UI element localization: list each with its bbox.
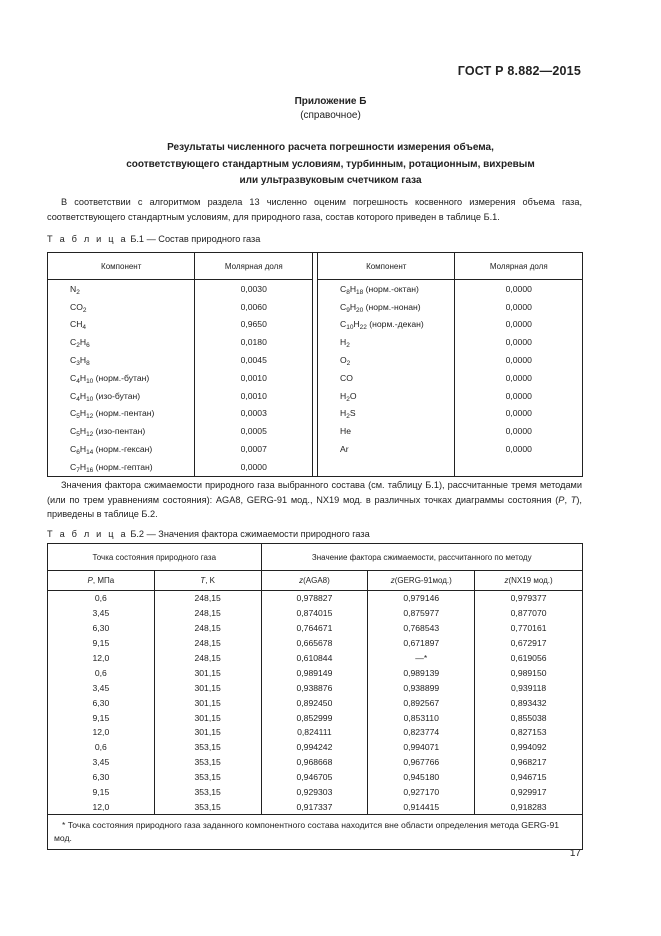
t1-cell-component-right [317, 458, 455, 476]
t2-footnote: * Точка состояния природного газа заданного компонентного состава находится вне области определения метода GERG-91 мод. [48, 815, 583, 850]
t2-header-z-aga8: z(AGA8) [261, 571, 368, 591]
t1-cell-component-left: $C_3H_8$ [48, 351, 195, 369]
t2-cell-temperature: 301,15 [154, 710, 261, 725]
compressibility-row [48, 695, 583, 710]
t1-cell-fraction-right: 0,0000 [505, 426, 532, 437]
t1-cell-fraction-left: 0,0180 [195, 333, 313, 351]
standard-number: ГОСТ Р 8.882—2015 [457, 64, 581, 78]
t2-cell-pressure: 3,45 [48, 755, 155, 770]
compressibility-row [48, 770, 583, 785]
t1-cell-fraction-left: 0,0000 [195, 458, 313, 476]
compressibility-row [48, 755, 583, 770]
composition-table-body [48, 280, 583, 477]
t1-cell-component-left: $CH_4$ [48, 316, 195, 334]
t2-cell-pressure: 12,0 [48, 651, 155, 666]
t2-cell-pressure: 0,6 [48, 665, 155, 680]
compressibility-table [47, 543, 583, 850]
t2-cell-z-nx19: 0,946715 [475, 770, 583, 785]
composition-row [48, 333, 583, 351]
section-title-line-3: или ультразвуковым счетчиком газа [239, 175, 422, 186]
table2-caption-text: Б.2 — Значения фактора сжимаемости природного газа [130, 529, 370, 539]
t2-cell-z-aga8: 0,938876 [261, 680, 368, 695]
appendix-title: Приложение Б [294, 96, 367, 107]
t2-cell-z-nx19: 0,619056 [475, 651, 583, 666]
compressibility-table-body [48, 591, 583, 815]
t1-cell-component-right: $C_8H_{18}$ (норм.-октан) [317, 280, 455, 298]
t2-cell-z-gerg91: 0,914415 [368, 799, 475, 814]
t2-cell-z-gerg91: 0,945180 [368, 770, 475, 785]
t1-cell-component-right: CO [317, 369, 455, 387]
t1-cell-component-right: $H_2O$ [317, 387, 455, 405]
t2-header-z-nx19: z(NX19 мод.) [475, 571, 583, 591]
t2-cell-z-aga8: 0,917337 [261, 799, 368, 814]
t2-cell-z-gerg91: 0,671897 [368, 636, 475, 651]
t2-cell-pressure: 3,45 [48, 606, 155, 621]
table1-caption [47, 234, 260, 244]
composition-row [48, 405, 583, 423]
t2-header-temperature: T, K [154, 571, 261, 591]
t1-cell-fraction-left: 0,0030 [195, 280, 313, 298]
t1-cell-component-right: Ar [317, 440, 455, 458]
t1-cell-fraction-left: 0,0010 [195, 369, 313, 387]
compressibility-row [48, 651, 583, 666]
t2-cell-z-nx19: 0,770161 [475, 621, 583, 636]
t1-cell-fraction-left: 0,0003 [195, 405, 313, 423]
t1-cell-component-left: $C_2H_6$ [48, 333, 195, 351]
t1-cell-component-right: $H_2$ [317, 333, 455, 351]
composition-row [48, 351, 583, 369]
t2-cell-z-gerg91: 0,979146 [368, 591, 475, 606]
t1-cell-fraction-right: 0,0000 [505, 355, 532, 366]
t2-cell-z-nx19: 0,929917 [475, 785, 583, 800]
t2-cell-z-gerg91: 0,853110 [368, 710, 475, 725]
t2-cell-temperature: 301,15 [154, 665, 261, 680]
t2-cell-pressure: 6,30 [48, 621, 155, 636]
page-number: 17 [569, 848, 581, 859]
t1-cell-component-right: He [317, 422, 455, 440]
t2-cell-z-nx19: 0,989150 [475, 665, 583, 680]
compressibility-row [48, 606, 583, 621]
t1-cell-fraction-left: 0,0045 [195, 351, 313, 369]
paragraph-methods: Значения фактора сжимаемости природного газа выбранного состава (см. таблицу Б.1), рассчитанные тремя методами (или по трем уравнениям состояния): AGA8, GERG-91 мод., NX19 мод. в различных точках диаграммы состояния (P, T), приведены в таблице Б.2. [47, 480, 582, 519]
composition-row [48, 280, 583, 298]
t2-header-z-gerg91: z(GERG-91мод.) [368, 571, 475, 591]
composition-row [48, 440, 583, 458]
appendix-subtitle: (справочное) [300, 110, 361, 121]
t2-cell-temperature: 248,15 [154, 621, 261, 636]
t1-cell-component-left: $C_7H_{16}$ (норм.-гептан) [48, 458, 195, 476]
t1-cell-fraction-left: 0,9650 [195, 316, 313, 334]
composition-row [48, 422, 583, 440]
composition-row [48, 369, 583, 387]
t2-cell-z-aga8: 0,852999 [261, 710, 368, 725]
t2-cell-z-aga8: 0,978827 [261, 591, 368, 606]
t1-cell-component-right: $O_2$ [317, 351, 455, 369]
table2-caption-prefix: Т а б л и ц а [47, 529, 128, 539]
t2-cell-z-aga8: 0,764671 [261, 621, 368, 636]
t2-cell-temperature: 248,15 [154, 651, 261, 666]
compressibility-row [48, 725, 583, 740]
t1-cell-fraction-right [455, 458, 583, 476]
t2-cell-temperature: 301,15 [154, 680, 261, 695]
t2-cell-pressure: 0,6 [48, 591, 155, 606]
t1-cell-fraction-right: 0,0000 [505, 372, 532, 383]
t2-cell-z-nx19: 0,893432 [475, 695, 583, 710]
t2-cell-pressure: 0,6 [48, 740, 155, 755]
t2-cell-z-aga8: 0,665678 [261, 636, 368, 651]
t2-cell-z-nx19: 0,979377 [475, 591, 583, 606]
t2-cell-z-aga8: 0,892450 [261, 695, 368, 710]
t1-cell-component-left: $N_2$ [48, 280, 195, 298]
compressibility-row [48, 591, 583, 606]
compressibility-row [48, 636, 583, 651]
compressibility-row [48, 785, 583, 800]
composition-table [47, 252, 583, 477]
t2-cell-pressure: 9,15 [48, 785, 155, 800]
t1-cell-component-left: $C_4H_{10}$ (норм.-бутан) [48, 369, 195, 387]
t1-cell-fraction-left: 0,0060 [195, 298, 313, 316]
compressibility-row [48, 621, 583, 636]
composition-row [48, 316, 583, 334]
t1-header-fraction-left: Молярная доля [195, 253, 313, 280]
t1-cell-fraction-right: 0,0000 [505, 408, 532, 419]
t1-cell-component-left: $C_6H_{14}$ (норм.-гексан) [48, 440, 195, 458]
t2-cell-z-nx19: 0,939118 [475, 680, 583, 695]
t2-cell-z-aga8: 0,874015 [261, 606, 368, 621]
section-title-line-1: Результаты численного расчета погрешности измерения объема, [167, 142, 494, 153]
t2-cell-pressure: 9,15 [48, 710, 155, 725]
t2-cell-z-gerg91: —* [368, 651, 475, 666]
composition-row [48, 298, 583, 316]
t2-cell-pressure: 12,0 [48, 725, 155, 740]
t1-cell-component-right: $H_2S$ [317, 405, 455, 423]
t2-cell-z-gerg91: 0,768543 [368, 621, 475, 636]
t2-cell-z-gerg91: 0,938899 [368, 680, 475, 695]
t1-cell-fraction-right: 0,0000 [505, 337, 532, 348]
t1-cell-fraction-right: 0,0000 [505, 283, 532, 294]
t1-cell-component-left: $C_4H_{10}$ (изо-бутан) [48, 387, 195, 405]
t1-cell-fraction-right: 0,0000 [505, 301, 532, 312]
t2-cell-z-nx19: 0,827153 [475, 725, 583, 740]
t1-cell-fraction-left: 0,0010 [195, 387, 313, 405]
t2-cell-temperature: 248,15 [154, 606, 261, 621]
t2-cell-z-aga8: 0,989149 [261, 665, 368, 680]
t2-cell-z-gerg91: 0,823774 [368, 725, 475, 740]
t1-cell-fraction-right: 0,0000 [505, 444, 532, 455]
t2-cell-z-aga8: 0,968668 [261, 755, 368, 770]
t2-cell-z-nx19: 0,855038 [475, 710, 583, 725]
t2-cell-temperature: 301,15 [154, 725, 261, 740]
t2-cell-pressure: 6,30 [48, 770, 155, 785]
table1-caption-text: Б.1 — Состав природного газа [130, 234, 261, 244]
compressibility-row [48, 740, 583, 755]
t1-cell-component-left: $C_5H_{12}$ (изо-пентан) [48, 422, 195, 440]
t2-cell-z-gerg91: 0,892567 [368, 695, 475, 710]
t2-cell-temperature: 353,15 [154, 770, 261, 785]
t1-cell-component-right: $C_{10}H_{22}$ (норм.-декан) [317, 316, 455, 334]
table1-caption-prefix: Т а б л и ц а [47, 234, 128, 244]
t2-cell-z-nx19: 0,877070 [475, 606, 583, 621]
t2-cell-z-gerg91: 0,967766 [368, 755, 475, 770]
t2-cell-temperature: 301,15 [154, 695, 261, 710]
t2-cell-z-gerg91: 0,927170 [368, 785, 475, 800]
compressibility-row [48, 799, 583, 814]
t2-cell-temperature: 248,15 [154, 591, 261, 606]
t2-cell-z-gerg91: 0,989139 [368, 665, 475, 680]
composition-row [48, 458, 583, 476]
t2-cell-z-aga8: 0,610844 [261, 651, 368, 666]
t2-cell-z-gerg91: 0,875977 [368, 606, 475, 621]
t2-header-state-point: Точка состояния природного газа [48, 544, 262, 571]
table2-caption [47, 529, 370, 539]
t2-header-pressure: P, МПа [48, 571, 155, 591]
compressibility-row [48, 680, 583, 695]
t2-cell-pressure: 6,30 [48, 695, 155, 710]
t2-cell-temperature: 353,15 [154, 799, 261, 814]
t2-cell-pressure: 12,0 [48, 799, 155, 814]
t2-cell-z-aga8: 0,946705 [261, 770, 368, 785]
t2-cell-pressure: 9,15 [48, 636, 155, 651]
t2-cell-temperature: 353,15 [154, 785, 261, 800]
t1-header-component-left: Компонент [48, 253, 195, 280]
t1-header-component-right: Компонент [317, 253, 455, 280]
t1-cell-fraction-right: 0,0000 [505, 319, 532, 330]
t2-cell-temperature: 353,15 [154, 755, 261, 770]
t1-cell-component-left: $C_5H_{12}$ (норм.-пентан) [48, 405, 195, 423]
compressibility-row [48, 710, 583, 725]
t2-cell-temperature: 353,15 [154, 740, 261, 755]
t2-cell-z-aga8: 0,929303 [261, 785, 368, 800]
t1-cell-component-left: $CO_2$ [48, 298, 195, 316]
t1-cell-fraction-right: 0,0000 [505, 390, 532, 401]
t2-cell-z-aga8: 0,824111 [261, 725, 368, 740]
section-title-line-2: соответствующего стандартным условиям, турбинным, ротационным, вихревым [126, 159, 535, 170]
t2-header-z-value: Значение фактора сжимаемости, рассчитанного по методу [261, 544, 582, 571]
t1-cell-fraction-left: 0,0007 [195, 440, 313, 458]
t1-cell-fraction-left: 0,0005 [195, 422, 313, 440]
composition-row [48, 387, 583, 405]
intro-paragraph: В соответствии с алгоритмом раздела 13 численно оценим погрешность косвенного измерения объема газа, соответствующего стандартным условиям, для природного газа, состав которого приведен в таблице Б.1. [47, 197, 582, 222]
t2-cell-z-nx19: 0,994092 [475, 740, 583, 755]
t1-header-fraction-right: Молярная доля [455, 253, 583, 280]
t2-cell-z-nx19: 0,968217 [475, 755, 583, 770]
t2-cell-z-nx19: 0,672917 [475, 636, 583, 651]
t2-cell-z-gerg91: 0,994071 [368, 740, 475, 755]
t1-cell-component-right: $C_9H_{20}$ (норм.-нонан) [317, 298, 455, 316]
t2-cell-z-aga8: 0,994242 [261, 740, 368, 755]
compressibility-row [48, 665, 583, 680]
t2-cell-z-nx19: 0,918283 [475, 799, 583, 814]
t2-cell-pressure: 3,45 [48, 680, 155, 695]
t2-cell-temperature: 248,15 [154, 636, 261, 651]
